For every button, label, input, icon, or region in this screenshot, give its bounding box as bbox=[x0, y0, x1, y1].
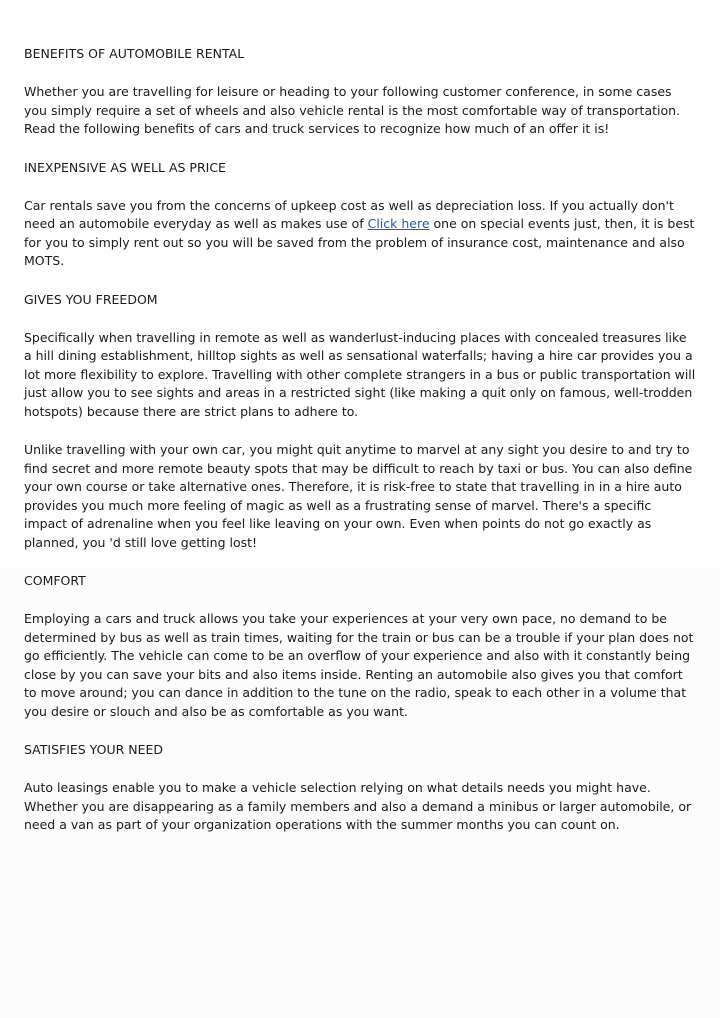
section-heading-inexpensive: INEXPENSIVE AS WELL AS PRICE bbox=[24, 159, 226, 175]
section-heading-satisfies: SATISFIES YOUR NEED bbox=[24, 742, 164, 757]
freedom-paragraph-1: Specifically when travelling in remote as well as wanderlust-inducing places with concealed treasures like a hill dining establishment, hilltop sights as well as sensational waterfalls; having a hire car provides you a lot more flexibility to explore. Travelling with other complete strangers in a bus or public transportation will just allow you to see sights and areas in a restricted sight (like making a quit only on famous, well-trodden hotspots) because there are strict plans to adhere to. bbox=[24, 329, 696, 419]
section-heading-freedom: GIVES YOU FREEDOM bbox=[24, 291, 158, 307]
satisfies-paragraph: Auto leasings enable you to make a vehicle selection relying on what details needs you might have. Whether you are disappearing as a family members and also a demand a minibus or larger automobile, or need a van as part of your organization operations with the summer months you can count on. bbox=[24, 780, 692, 832]
intro-paragraph: Whether you are travelling for leisure or heading to your following customer conference, in some cases you simply require a set of wheels and also vehicle rental is the most comfortable way of transportation. Read the following benefits of cars and truck services to recognize how much of an offer it is! bbox=[24, 84, 681, 136]
click-here-link[interactable]: Click here bbox=[367, 216, 430, 231]
comfort-paragraph: Employing a cars and truck allows you take your experiences at your very own pace, no demand to be determined by bus as well as train times, waiting for the train or bus can be a trouble if your plan does not go efficiently. The vehicle can come to be an overflow of your experience and also with it constantly being close by you can save your bits and also items inside. Renting an automobile also gives you that comfort to move around; you can dance in addition to the tune on the radio, speak to each other in a volume that you desire or slouch and also be as comfortable as you want. bbox=[24, 611, 694, 719]
section-heading-benefits: BENEFITS OF AUTOMOBILE RENTAL bbox=[24, 46, 245, 61]
inexpensive-text-before: Car rentals save you from the concerns of upkeep cost as well as depreciation loss. If you actually don't need an automobile everyday as well as makes use of bbox=[24, 197, 674, 231]
inexpensive-text-after: one on special events just, then, it is best for you to simply rent out so you will be saved from the problem of insurance cost, maintenance and also MOTS. bbox=[24, 216, 695, 268]
freedom-paragraph-2: Unlike travelling with your own car, you might quit anytime to marvel at any sight you desire to and try to find secret and more remote beauty spots that may be difficult to reach by taxi or bus. You can also define your own course or take alternative ones. Therefore, it is risk-free to state that travelling in in a hire auto provides you much more feeling of magic as well as a frustrating sense of marvel. There's a specific impact of adrenaline when you feel like leaving on your own. Even when points do not go exactly as planned, you 'd still love getting lost! bbox=[24, 442, 693, 550]
section-heading-comfort: COMFORT bbox=[24, 573, 86, 588]
inexpensive-paragraph bbox=[24, 197, 696, 271]
